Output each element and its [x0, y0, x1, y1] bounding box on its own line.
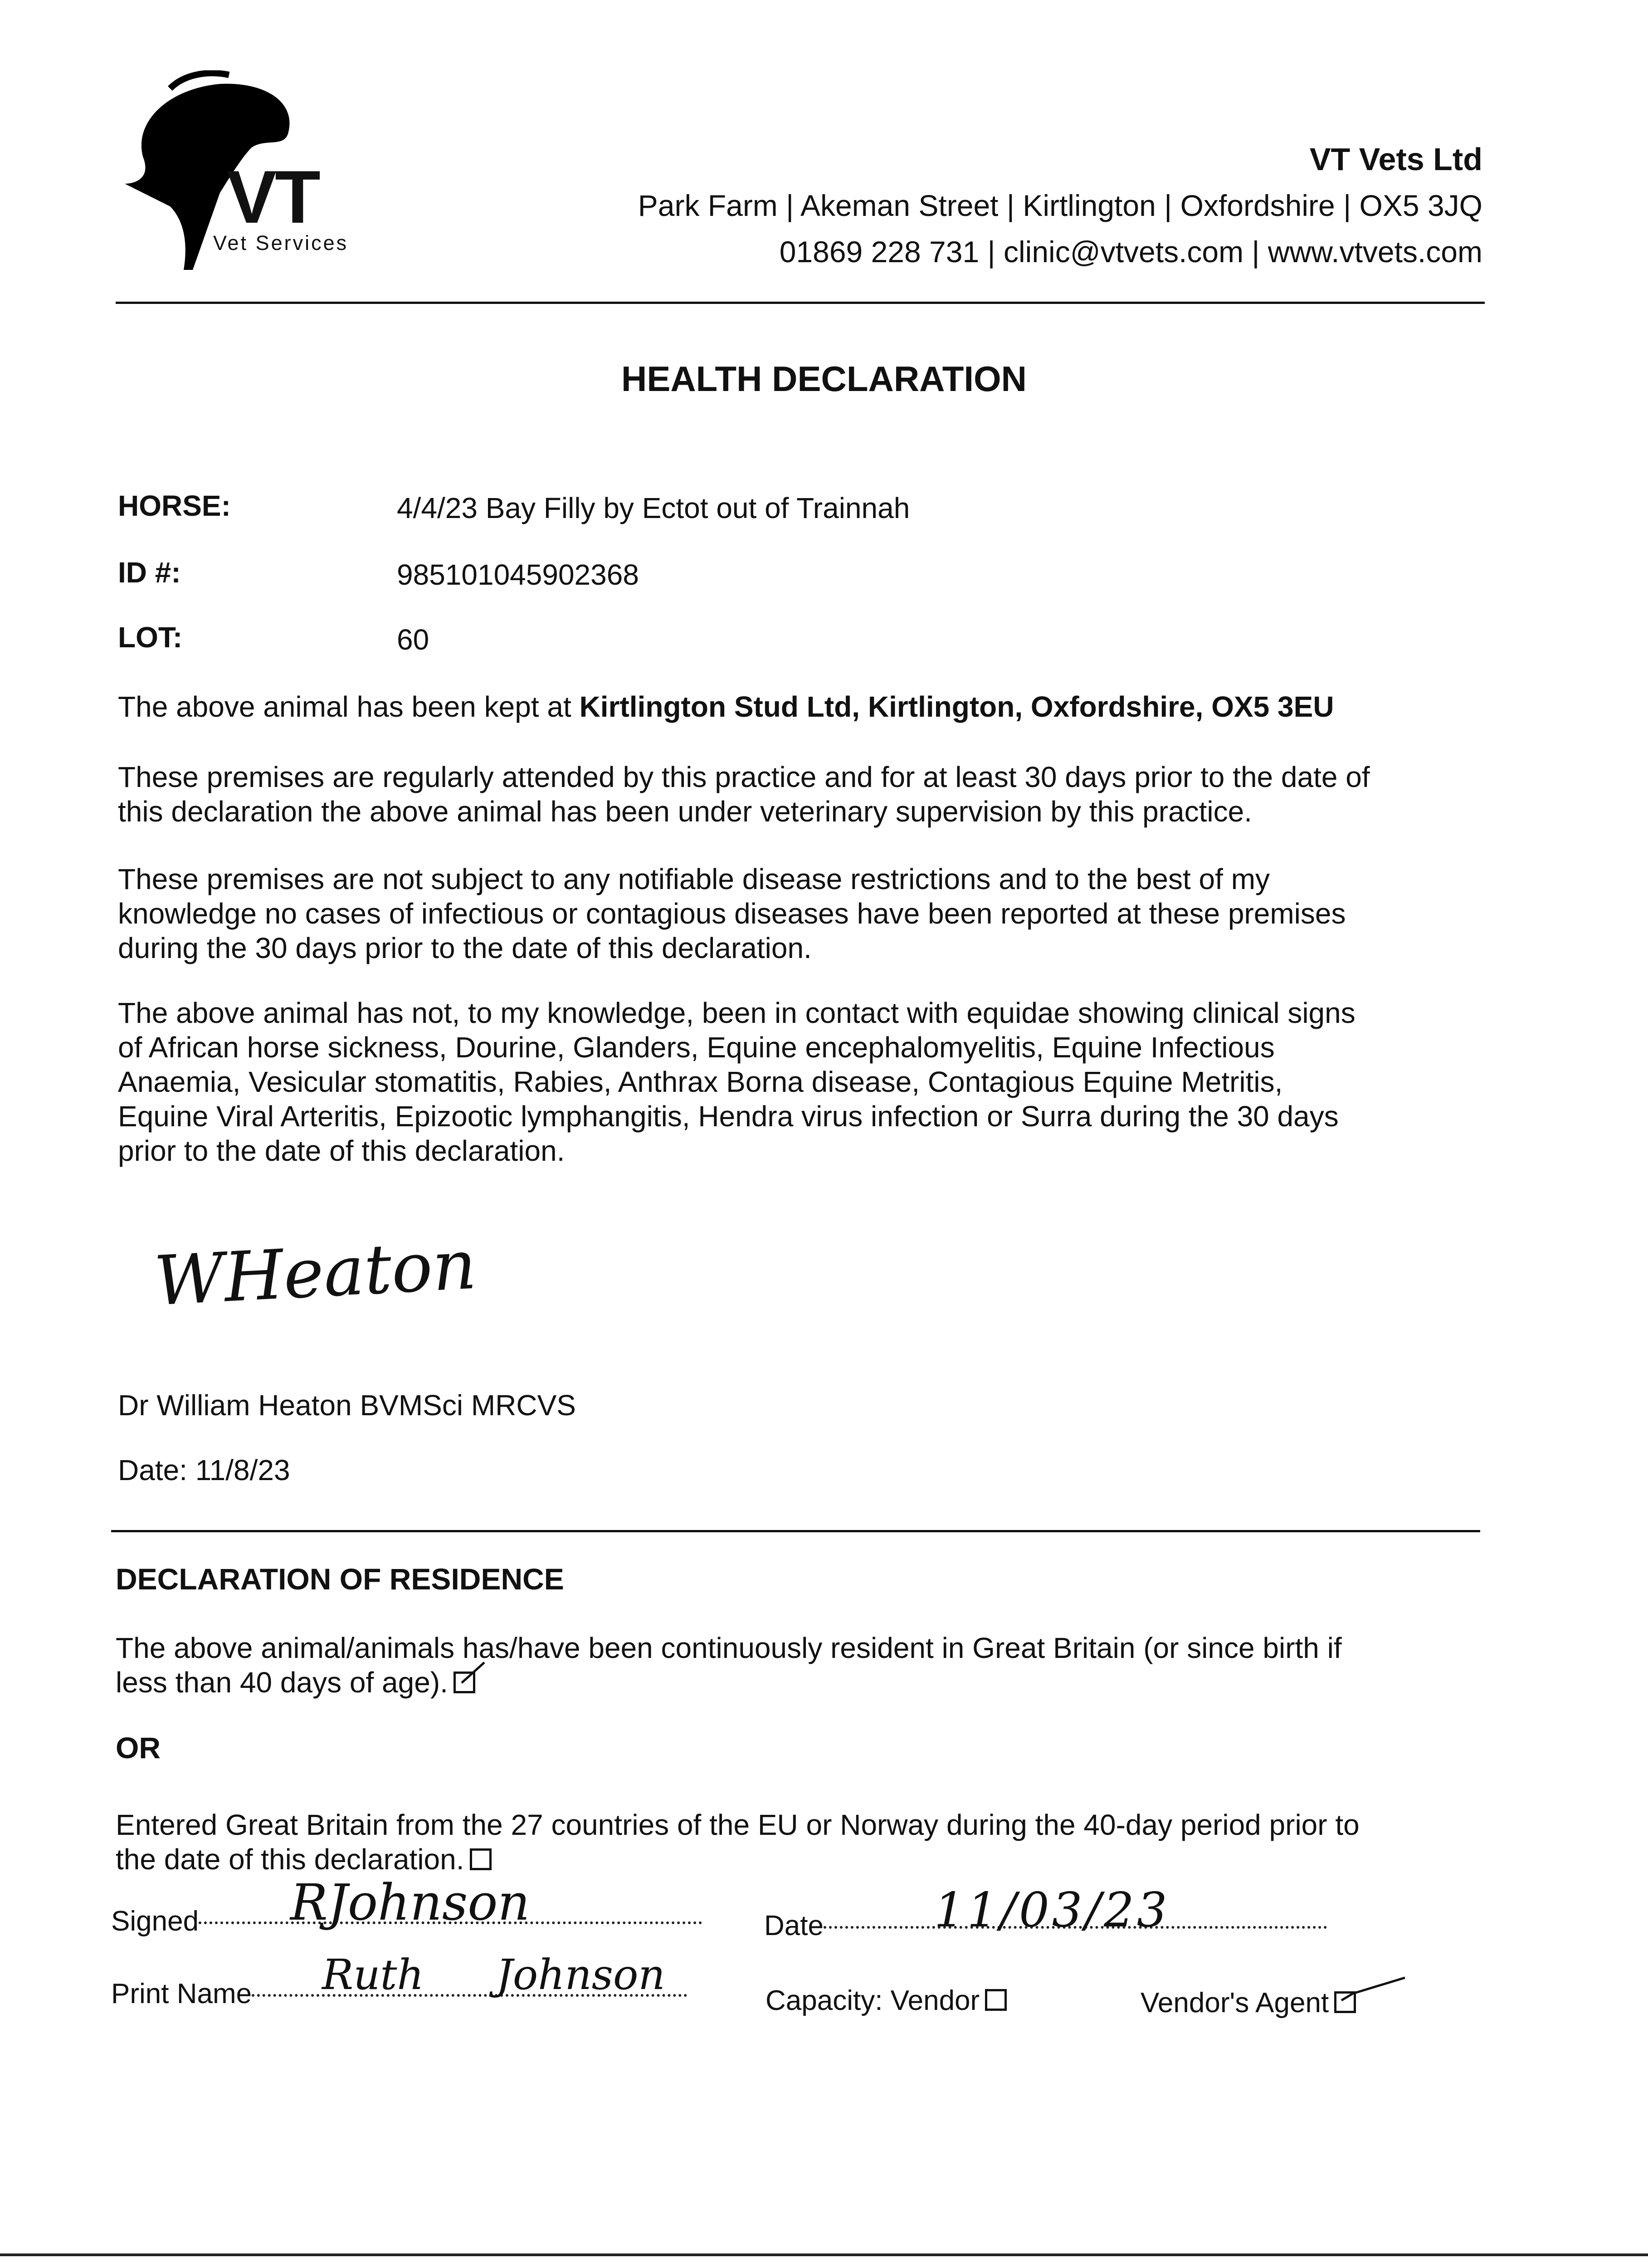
print-name-label: Print Name [111, 1978, 252, 2009]
lot-label: LOT: [118, 621, 183, 654]
id-value: 985101045902368 [397, 558, 639, 591]
paragraph-line: Entered Great Britain from the 27 countries of the EU or Norway during the 40-day period prior to [116, 1809, 1360, 1841]
kept-at-paragraph [118, 689, 1487, 724]
horse-label: HORSE: [118, 489, 231, 522]
company-block [638, 136, 1482, 275]
horse-value: 4/4/23 Bay Filly by Ectot out of Trainnah [397, 492, 910, 524]
paragraph-line: the date of this declaration. [116, 1843, 464, 1876]
company-contact: 01869 228 731 | clinic@vtvets.com | www.vtvets.com [779, 235, 1482, 269]
supervision-paragraph [118, 760, 1487, 829]
vet-date: Date: 11/8/23 [118, 1454, 290, 1486]
vendor-agent-row [1141, 1987, 1356, 2019]
kept-location: Kirtlington Stud Ltd, Kirtlington, Oxfordshire, OX5 3EU [579, 690, 1334, 723]
resident-checkbox[interactable] [453, 1672, 475, 1693]
date-label: Date [764, 1910, 824, 1941]
lot-value: 60 [397, 623, 429, 656]
resident-statement [116, 1631, 1485, 1700]
header-divider [116, 302, 1485, 304]
paragraph-line: of African horse sickness, Dourine, Glanders, Equine encephalomyelitis, Equine Infectious [118, 1031, 1275, 1064]
vet-name: Dr William Heaton BVMSci MRCVS [118, 1389, 576, 1422]
signed-signature: RJohnson [290, 1873, 530, 1931]
logo-subtitle: Vet Services [213, 231, 349, 254]
entered-statement [116, 1808, 1485, 1877]
company-address: Park Farm | Akeman Street | Kirtlington | Oxfordshire | OX5 3JQ [638, 189, 1482, 222]
contact-paragraph [118, 996, 1487, 1168]
kept-prefix: The above animal has been kept at [118, 690, 580, 723]
page-title: HEALTH DECLARATION [621, 359, 1027, 399]
paragraph-line: Anaemia, Vesicular stomatitis, Rabies, Anthrax Borna disease, Contagious Equine Metritis, [118, 1066, 1283, 1098]
vendor-agent-checkbox[interactable] [1334, 1991, 1356, 2013]
scan-edge-line [0, 2253, 1648, 2256]
residence-heading: DECLARATION OF RESIDENCE [116, 1562, 564, 1596]
or-label: OR [116, 1731, 161, 1765]
id-label: ID #: [118, 556, 181, 589]
paragraph-line: this declaration the above animal has been under veterinary supervision by this practice. [118, 795, 1252, 828]
vendor-checkbox[interactable] [985, 1989, 1007, 2011]
paragraph-line: The above animal/animals has/have been continuously resident in Great Britain (or since birth if [116, 1632, 1342, 1664]
logo-text: VT [227, 155, 319, 239]
vet-signature: WHeaton [152, 1225, 478, 1321]
entered-checkbox[interactable] [470, 1848, 492, 1870]
company-name: VT Vets Ltd [1309, 142, 1482, 177]
signed-label: Signed [111, 1906, 199, 1937]
check-mark-icon [1339, 1975, 1407, 2007]
print-name-value: Ruth Johnson [322, 1950, 665, 1999]
paragraph-line: less than 40 days of age). [116, 1666, 448, 1699]
signed-date: 11/03/23 [934, 1882, 1170, 1938]
paragraph-line: These premises are not subject to any notifiable disease restrictions and to the best of my [118, 863, 1270, 895]
paragraph-line: prior to the date of this declaration. [118, 1134, 565, 1167]
paragraph-line: The above animal has not, to my knowledge, been in contact with equidae showing clinical signs [118, 997, 1355, 1029]
paragraph-line: knowledge no cases of infectious or contagious diseases have been reported at these premises [118, 897, 1346, 930]
section-divider [111, 1530, 1480, 1532]
capacity-vendor-label: Capacity: Vendor [765, 1985, 980, 2016]
vendor-agent-label: Vendor's Agent [1141, 1987, 1329, 2019]
capacity-row [765, 1984, 1007, 2017]
check-mark-icon [459, 1660, 487, 1687]
paragraph-line: These premises are regularly attended by this practice and for at least 30 days prior to the date of [118, 761, 1370, 793]
restrictions-paragraph [118, 862, 1487, 965]
paragraph-line: during the 30 days prior to the date of this declaration. [118, 932, 812, 964]
paragraph-line: Equine Viral Arteritis, Epizootic lymphangitis, Hendra virus infection or Surra during the 30 days [118, 1100, 1339, 1133]
